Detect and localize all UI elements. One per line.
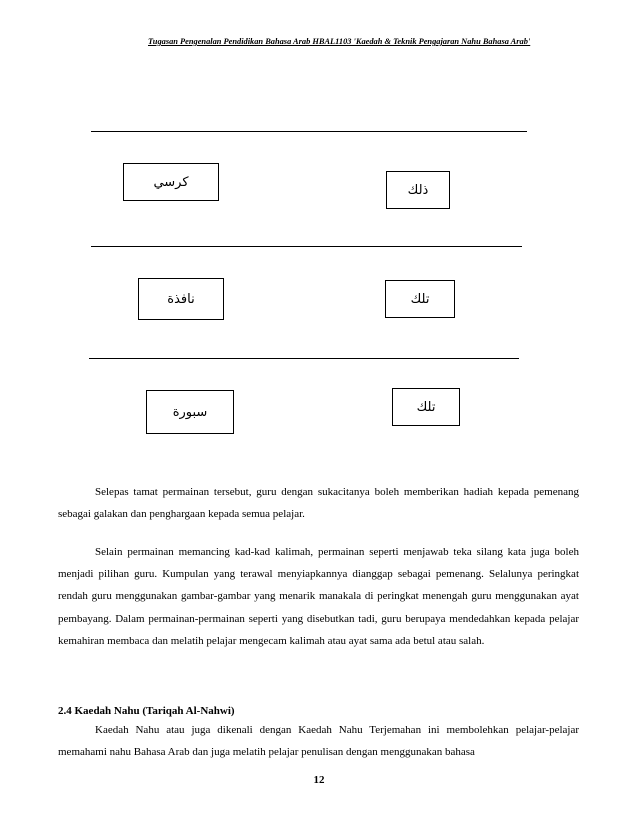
noun-box: نافذة xyxy=(138,278,224,320)
answer-line xyxy=(89,358,519,359)
section-heading: 2.4 Kaedah Nahu (Tariqah Al-Nahwi) xyxy=(58,705,235,717)
section-paragraph: Kaedah Nahu atau juga dikenali dengan Kaedah Nahu Terjemahan ini membolehkan pelajar-pelajar memahami nahu Bahasa Arab dan juga melatih pelajar penulisan dengan menggunakan bahasa xyxy=(58,724,579,759)
demonstrative-box: تلك xyxy=(385,280,455,318)
noun-box: سبورة xyxy=(146,390,234,434)
answer-line xyxy=(91,246,522,247)
page-number: 12 xyxy=(313,774,325,786)
body-paragraph: Selain permainan memancing kad-kad kalimah, permainan seperti menjawab teka silang kata juga boleh menjadi pilihan guru. Kumpulan yang terawal menyiapkannya dianggap sebagai pemenang. Selalunya peringkat rendah guru menggunakan gambar-gambar yang menarik manakala di peringkat menengah guru menggunakan ayat pembayang. Dalam permainan-permainan seperti yang disebutkan tadi, guru berupaya mendedahkan kepada pelajar kemahiran membaca dan melatih pelajar mengecam kalimah atau ayat sama ada betul atau salah. xyxy=(58,546,579,647)
demonstrative-box: تلك xyxy=(392,388,460,426)
noun-box: كرسي xyxy=(123,163,219,201)
body-paragraph: Selepas tamat permainan tersebut, guru dengan sukacitanya boleh memberikan hadiah kepada pemenang sebagai galakan dan penghargaan kepada semua pelajar. xyxy=(58,486,579,521)
answer-line xyxy=(91,131,527,132)
demonstrative-box: ذلك xyxy=(386,171,450,209)
document-header: Tugasan Pengenalan Pendidikan Bahasa Arab HBAL1103 'Kaedah & Teknik Pengajaran Nahu Bahasa Arab' xyxy=(148,37,531,46)
